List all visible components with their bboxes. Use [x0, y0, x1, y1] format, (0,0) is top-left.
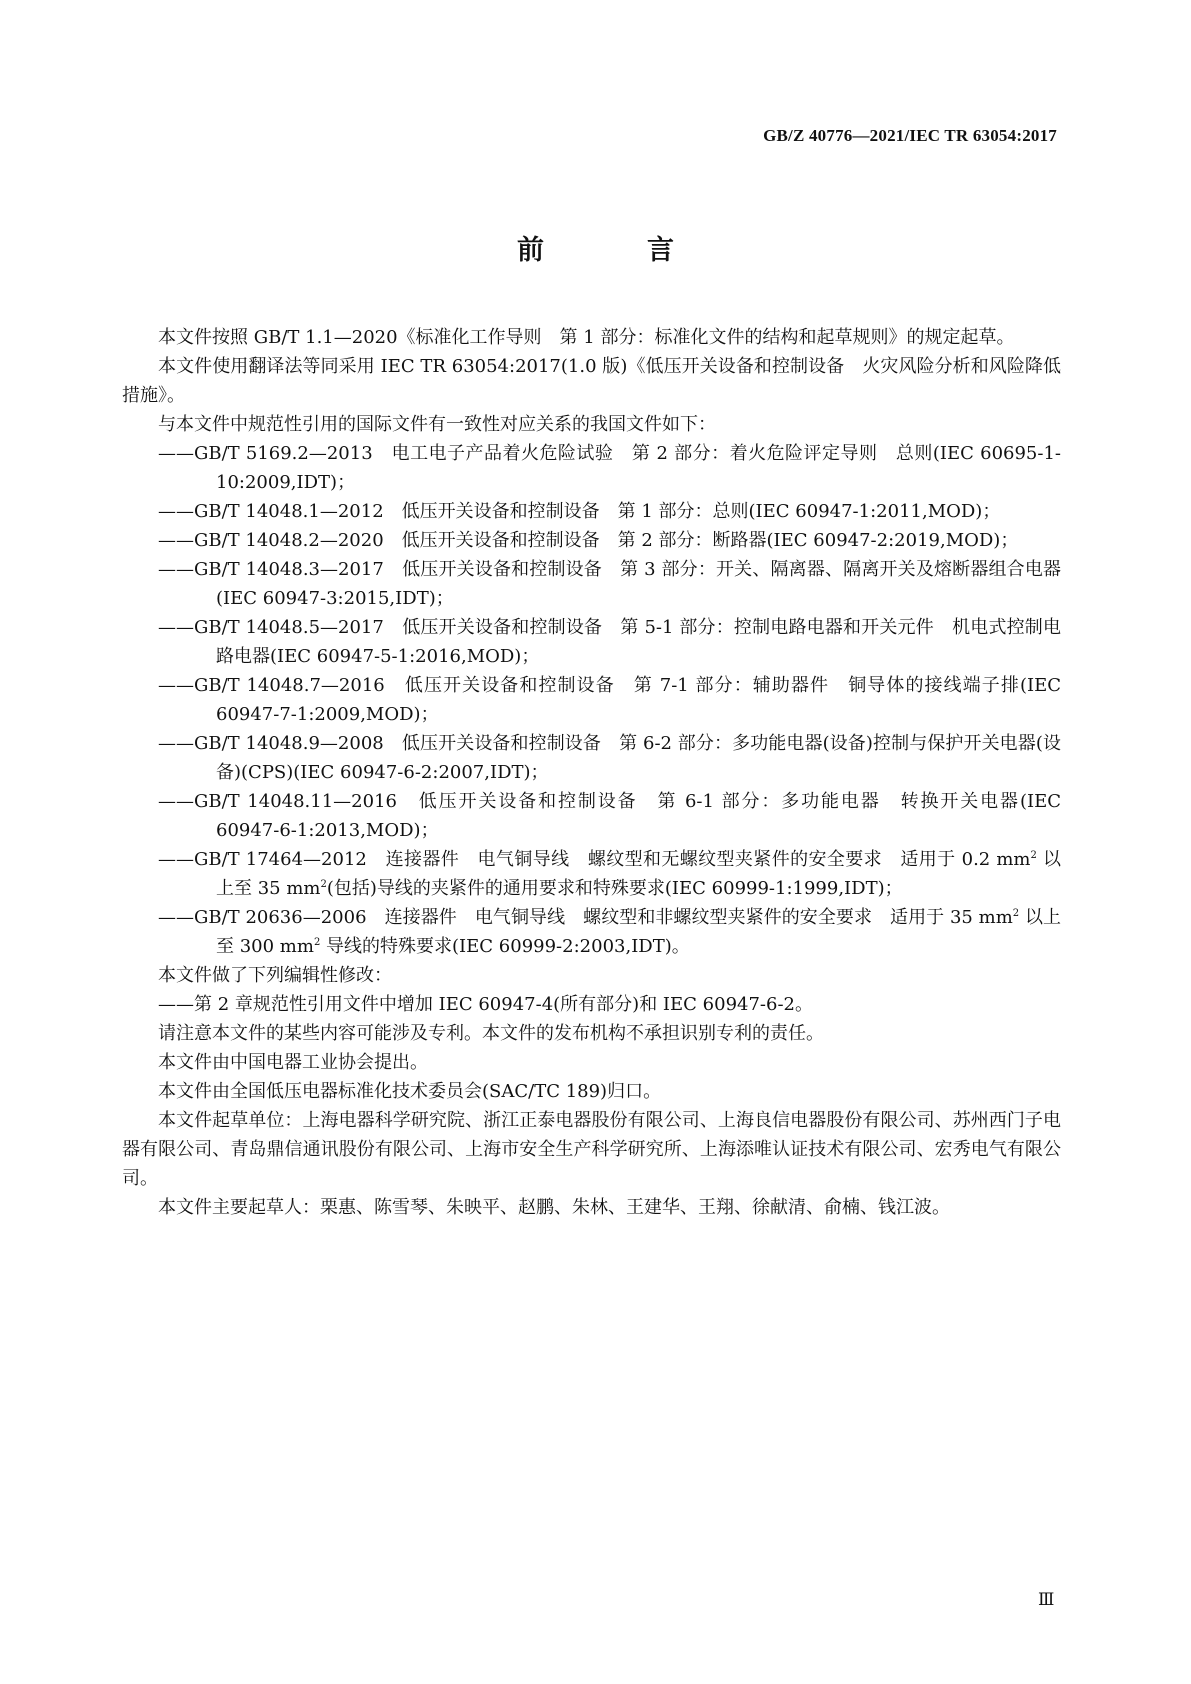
page-number: Ⅲ — [1038, 1590, 1055, 1609]
paragraph-patent-notice: 请注意本文件的某些内容可能涉及专利。本文件的发布机构不承担识别专利的责任。 — [158, 1023, 824, 1044]
paragraph-proposer: 本文件由中国电器工业协会提出。 — [158, 1052, 428, 1073]
paragraph-drafting-rules: 本文件按照 GB/T 1.1—2020《标准化工作导则 第 1 部分：标准化文件的结构和起草规则》的规定起草。 — [158, 327, 1015, 348]
paragraph-adoption: 本文件使用翻译法等同采用 IEC TR 63054:2017(1.0 版)《低压开关设备和控制设备 火灾风险分析和风险降低措施》。 — [122, 356, 1061, 406]
paragraph-edits-intro: 本文件做了下列编辑性修改： — [158, 965, 392, 986]
paragraph-references-intro: 与本文件中规范性引用的国际文件有一致性对应关系的我国文件如下： — [158, 414, 716, 435]
reference-text: ——GB/T 17464—2012 连接器件 电气铜导线 螺纹型和无螺纹型夹紧件的安全要求 适用于 0.2 mm — [158, 849, 1031, 870]
paragraph-centralized: 本文件由全国低压电器标准化技术委员会(SAC/TC 189)归口。 — [158, 1081, 662, 1102]
reference-item: ——GB/T 14048.2—2020 低压开关设备和控制设备 第 2 部分：断路器(IEC 60947-2:2019,MOD)； — [158, 530, 1019, 551]
reference-item: ——GB/T 5169.2—2013 电工电子产品着火危险试验 第 2 部分：着火危险评定导则 总则(IEC 60695-1-10:2009,IDT)； — [158, 443, 1061, 493]
reference-item: ——GB/T 14048.9—2008 低压开关设备和控制设备 第 6-2 部分：多功能电器(设备)控制与保护开关电器(设备)(CPS)(IEC 60947-6-2:2007,IDT)； — [158, 733, 1061, 783]
reference-item-gbt20636 — [122, 903, 1061, 961]
paragraph-drafters: 本文件主要起草人：栗惠、陈雪琴、朱映平、赵鹏、朱林、王建华、王翔、徐献清、俞楠、钱江波。 — [158, 1197, 950, 1218]
foreword-body — [122, 323, 1061, 1222]
superscript: 2 — [320, 879, 327, 890]
reference-text: (包括)导线的夹紧件的通用要求和特殊要求(IEC 60999-1:1999,IDT)； — [326, 878, 903, 899]
reference-item: ——GB/T 14048.1—2012 低压开关设备和控制设备 第 1 部分：总则(IEC 60947-1:2011,MOD)； — [158, 501, 1001, 522]
superscript: 2 — [1012, 908, 1020, 919]
paragraph-drafting-units: 本文件起草单位：上海电器科学研究院、浙江正泰电器股份有限公司、上海良信电器股份有限公司、苏州西门子电器有限公司、青岛鼎信通讯股份有限公司、上海市安全生产科学研究所、上海添唯认证技术有限公司、宏秀电气有限公司。 — [122, 1110, 1061, 1189]
reference-item: ——GB/T 14048.3—2017 低压开关设备和控制设备 第 3 部分：开关、隔离器、隔离开关及熔断器组合电器(IEC 60947-3:2015,IDT)； — [158, 559, 1061, 609]
reference-text: 以上至 300 mm — [216, 907, 1061, 957]
reference-item: ——GB/T 14048.11—2016 低压开关设备和控制设备 第 6-1 部分：多功能电器 转换开关电器(IEC 60947-6-1:2013,MOD)； — [158, 791, 1061, 841]
superscript: 2 — [1030, 850, 1037, 861]
superscript: 2 — [313, 937, 321, 948]
edit-item: ——第 2 章规范性引用文件中增加 IEC 60947-4(所有部分)和 IEC 60947-6-2。 — [158, 994, 813, 1015]
document-identifier: GB/Z 40776—2021/IEC TR 63054:2017 — [763, 126, 1057, 145]
reference-item: ——GB/T 14048.5—2017 低压开关设备和控制设备 第 5-1 部分：控制电路电器和开关元件 机电式控制电路电器(IEC 60947-5-1:2016,MOD)； — [158, 617, 1061, 667]
page-title: 前 言 — [517, 235, 712, 266]
reference-text: ——GB/T 20636—2006 连接器件 电气铜导线 螺纹型和非螺纹型夹紧件的安全要求 适用于 35 mm — [158, 907, 1013, 928]
reference-item-gbt17464 — [122, 845, 1061, 903]
reference-text: 以上至 35 mm — [216, 849, 1061, 899]
reference-text: 导线的特殊要求(IEC 60999-2:2003,IDT)。 — [320, 936, 690, 957]
reference-item: ——GB/T 14048.7—2016 低压开关设备和控制设备 第 7-1 部分：辅助器件 铜导体的接线端子排(IEC 60947-7-1:2009,MOD)； — [158, 675, 1061, 725]
